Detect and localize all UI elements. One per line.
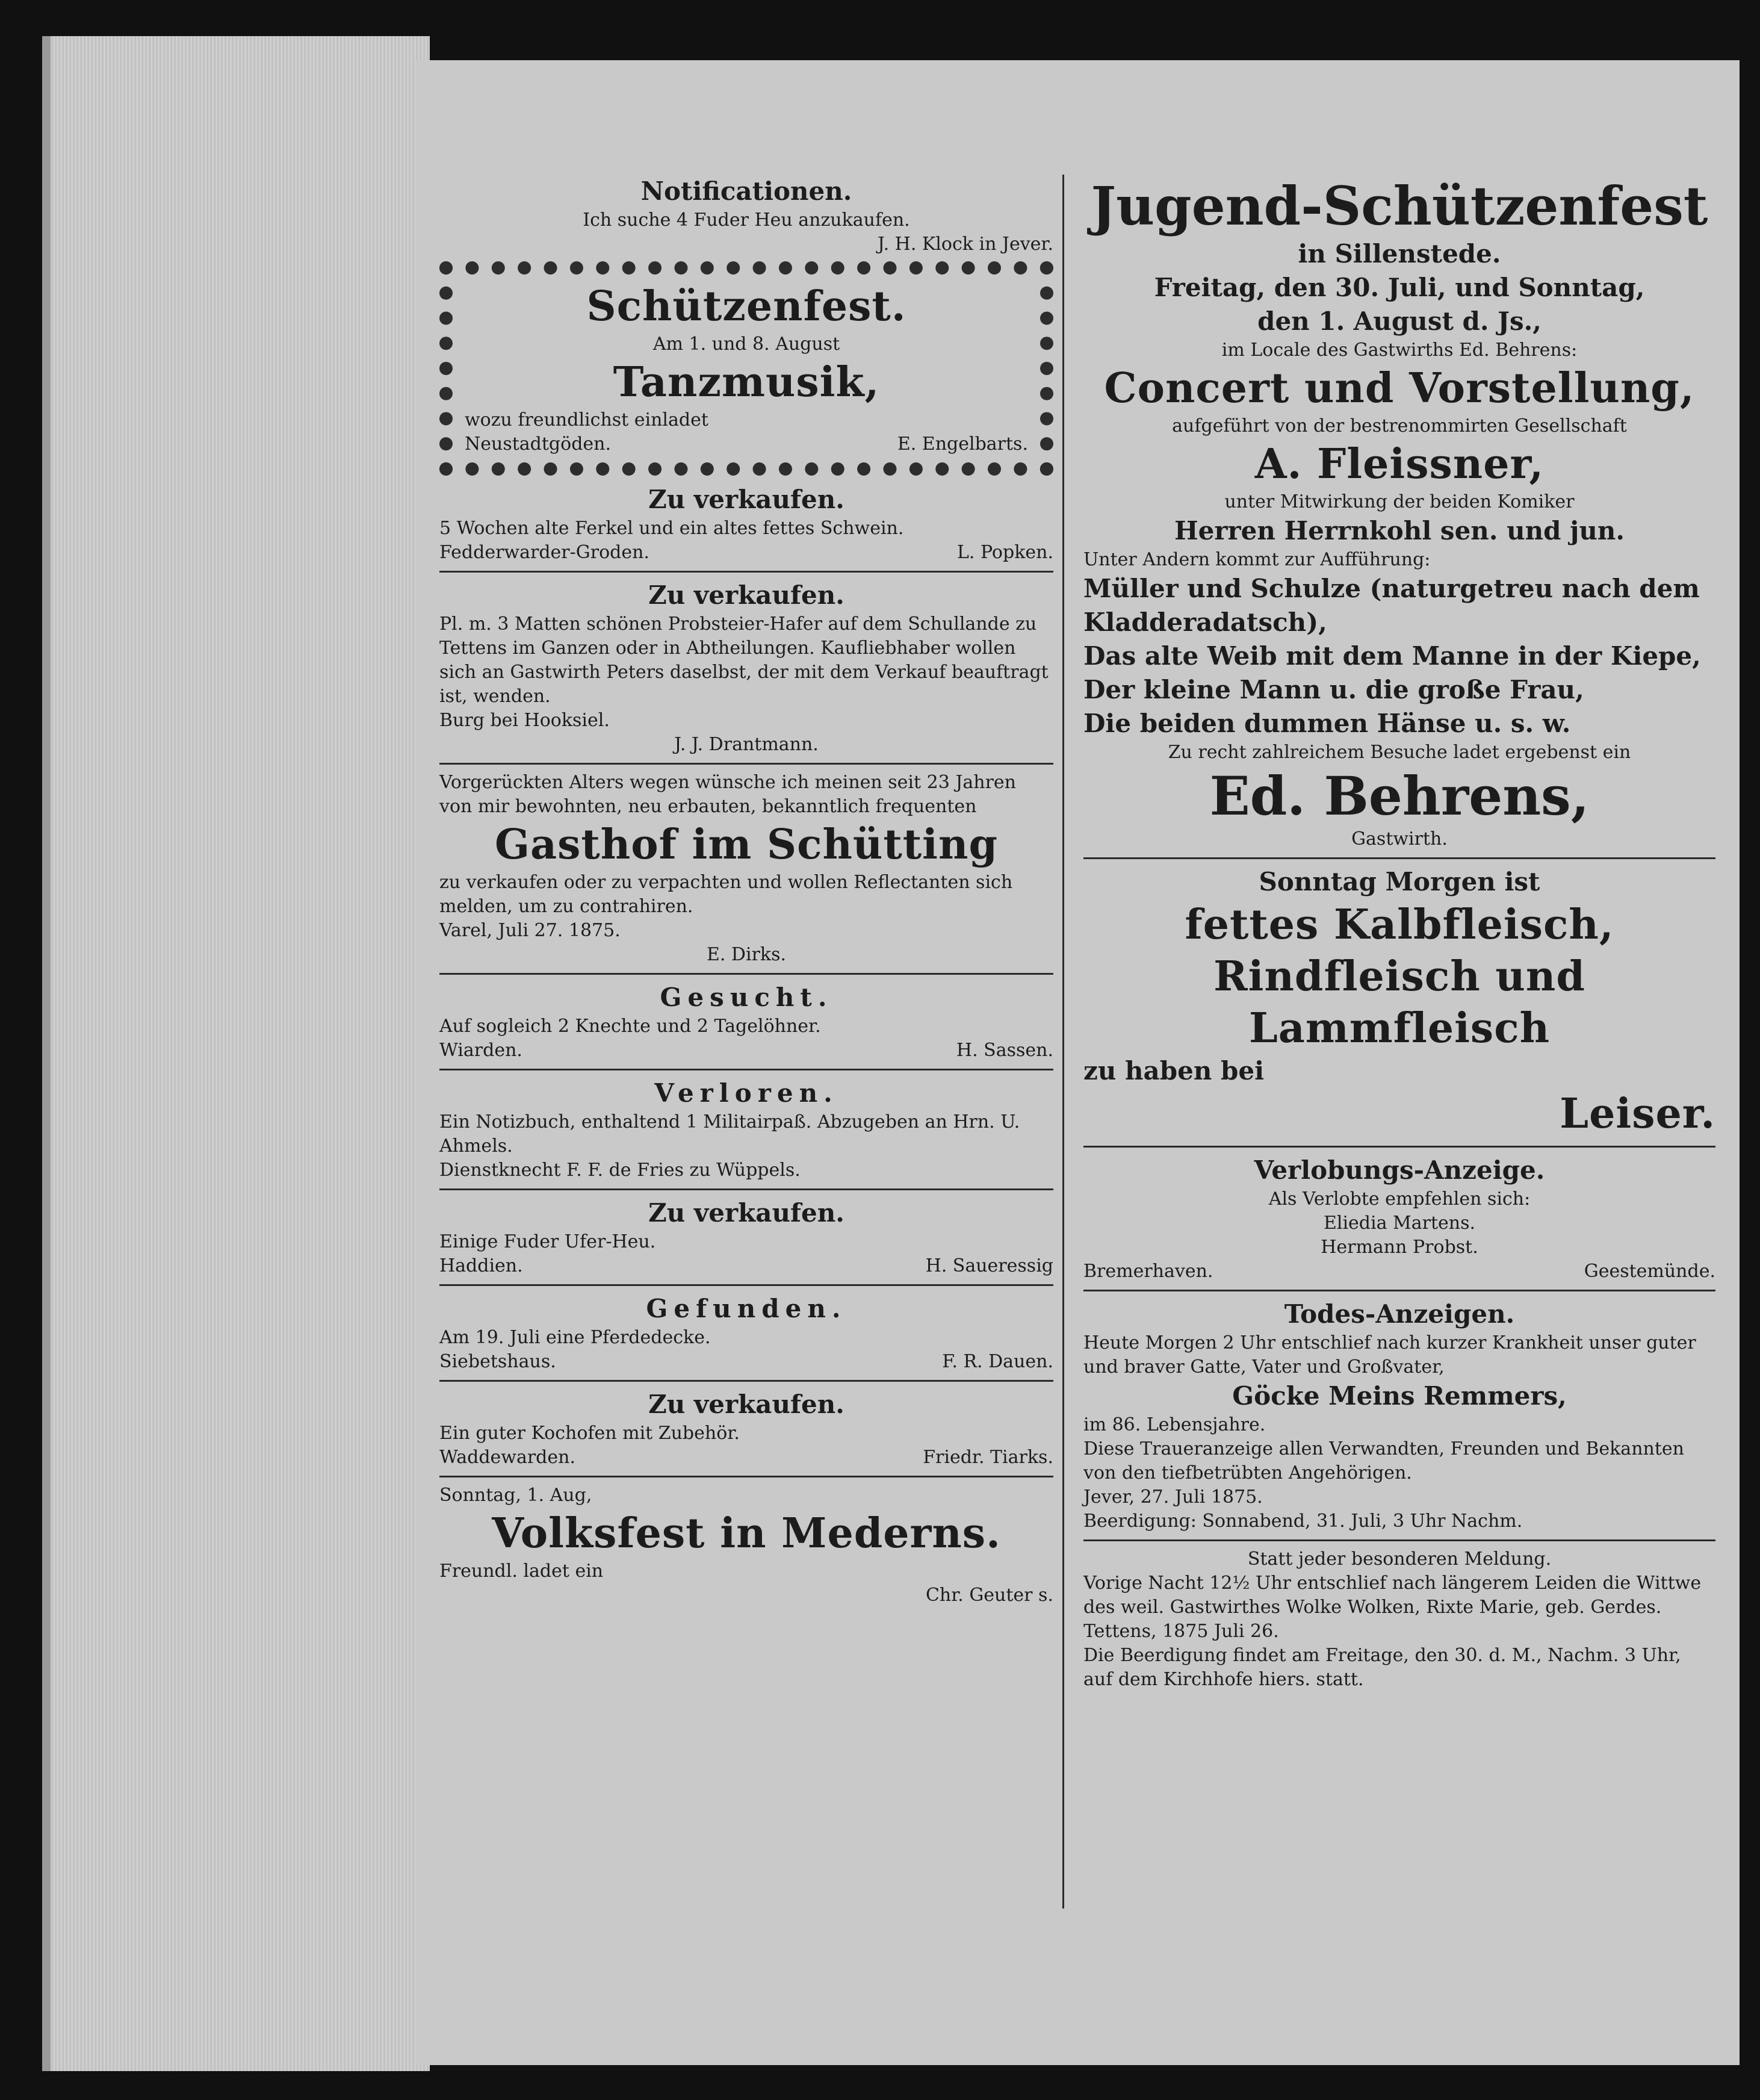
verlobung-name-1: Eliedia Martens. xyxy=(1323,1213,1476,1234)
zv1-text: 5 Wochen alte Ferkel und ein altes fettes Schwein. xyxy=(439,518,904,539)
gasthof-text: zu verkaufen oder zu verpachten und wollen Reflectanten sich melden, um zu contrahiren. xyxy=(439,872,1013,917)
rule xyxy=(1083,1539,1715,1541)
jugend-programme-2: Das alte Weib mit dem Manne in der Kiepe, xyxy=(1083,641,1701,671)
jugend-programme-4: Die beiden dummen Hänse u. s. w. xyxy=(1083,709,1571,738)
zv3-title: Zu verkaufen. xyxy=(648,1198,844,1228)
fleisch-intro: Sonntag Morgen ist xyxy=(1259,867,1540,896)
zv3-text: Einige Fuder Ufer-Heu. xyxy=(439,1231,656,1252)
jugend-place: in Sillenstede. xyxy=(1298,239,1501,269)
zv2-text: Pl. m. 3 Matten schönen Probsteier-Hafer auf dem Schullande zu Tettens im Ganzen oder in Abtheilungen. Kaufliebhaber wollen sich an Gastwirth Peters daselbst, der mit dem Verkauf beauftragt ist, wenden. xyxy=(439,614,1049,707)
rule xyxy=(439,973,1053,975)
jugend-unter: Unter Andern kommt zur Aufführung: xyxy=(1083,549,1431,570)
left-column xyxy=(439,175,1053,1608)
rule xyxy=(439,1476,1053,1477)
todes-burial: Beerdigung: Sonnabend, 31. Juli, 3 Uhr Nachm. xyxy=(1083,1511,1523,1532)
schuetzenfest-place: Neustadtgöden. xyxy=(465,433,612,455)
verlobung-place-1: Bremerhaven. xyxy=(1083,1261,1213,1282)
gefunden-place: Siebetshaus. xyxy=(439,1351,556,1372)
rule xyxy=(1083,1146,1715,1148)
rule xyxy=(439,1380,1053,1382)
rule xyxy=(1083,1290,1715,1291)
notif-sign: J. H. Klock in Jever. xyxy=(877,234,1053,255)
gasthof-title: Gasthof im Schütting xyxy=(494,821,999,869)
jugend-with: unter Mitwirkung der beiden Komiker xyxy=(1224,491,1575,512)
fleisch-main: fettes Kalbfleisch, Rindfleisch und Lammfleisch xyxy=(1185,901,1614,1052)
todes2-text: Vorige Nacht 12½ Uhr entschlief nach längerem Leiden die Wittwe des weil. Gastwirthes Wolke Wolken, Rixte Marie, geb. Gerdes. xyxy=(1083,1573,1702,1618)
todes-age: im 86. Lebensjahre. xyxy=(1083,1414,1266,1435)
newspaper-page xyxy=(415,60,1740,2065)
zv1-sign: L. Popken. xyxy=(956,542,1053,563)
todes2-statt: Statt jeder besonderen Meldung. xyxy=(1247,1549,1552,1570)
jugend-concert: Concert und Vorstellung, xyxy=(1104,364,1695,412)
jugend-title: Jugend-Schützenfest xyxy=(1091,175,1708,237)
zv1-place: Fedderwarder-Groden. xyxy=(439,542,649,563)
verloren-text: Ein Notizbuch, enthaltend 1 Militairpaß. Abzugeben an Hrn. U. Ahmels. xyxy=(439,1111,1020,1157)
volksfest-date: Sonntag, 1. Aug, xyxy=(439,1485,592,1506)
zv1-title: Zu verkaufen. xyxy=(648,485,844,514)
jugend-dates-1: Freitag, den 30. Juli, und Sonntag, xyxy=(1154,273,1645,302)
schuetzenfest-tanz: Tanzmusik, xyxy=(613,358,880,406)
gasthof-sign: E. Dirks. xyxy=(706,944,787,965)
schuetzenfest-dates: Am 1. und 8. August xyxy=(652,334,840,355)
jugend-sign: Ed. Behrens, xyxy=(1209,765,1590,827)
todes2-date: Tettens, 1875 Juli 26. xyxy=(1083,1621,1279,1642)
fleisch-sign: Leiser. xyxy=(1560,1090,1715,1138)
zv4-title: Zu verkaufen. xyxy=(648,1390,844,1419)
jugend-role: Gastwirth. xyxy=(1351,828,1448,850)
zv4-sign: Friedr. Tiarks. xyxy=(923,1447,1053,1468)
jugend-programme-1: Müller und Schulze (naturgetreu nach dem Kladderadatsch), xyxy=(1083,574,1700,637)
todes2-burial: Die Beerdigung findet am Freitage, den 30. d. M., Nachm. 3 Uhr, auf dem Kirchhofe hiers. statt. xyxy=(1083,1645,1681,1690)
jugend-herren: Herren Herrnkohl sen. und jun. xyxy=(1174,516,1625,545)
zv2-place: Burg bei Hooksiel. xyxy=(439,710,610,731)
todes-title: Todes-Anzeigen. xyxy=(1284,1299,1515,1329)
notif-text: Ich suche 4 Fuder Heu anzukaufen. xyxy=(583,210,910,231)
jugend-invite: Zu recht zahlreichem Besuche ladet ergebenst ein xyxy=(1168,742,1631,763)
gasthof-date: Varel, Juli 27. 1875. xyxy=(439,920,621,941)
zv3-place: Haddien. xyxy=(439,1255,523,1276)
schuetzenfest-title: Schützenfest. xyxy=(586,282,906,331)
rule xyxy=(439,1188,1053,1190)
verlobung-place-2: Geestemünde. xyxy=(1584,1261,1715,1282)
verlobung-name-2: Hermann Probst. xyxy=(1321,1237,1478,1258)
volksfest-title: Volksfest in Mederns. xyxy=(492,1509,1001,1558)
verlobung-text: Als Verlobte empfehlen sich: xyxy=(1268,1188,1531,1210)
volksfest-sign: Chr. Geuter s. xyxy=(925,1585,1053,1606)
jugend-company: A. Fleissner, xyxy=(1254,440,1545,488)
todes-text-1: Heute Morgen 2 Uhr entschlief nach kurzer Krankheit unser guter und braver Gatte, Vater und Großvater, xyxy=(1083,1332,1696,1378)
jugend-locale: im Locale des Gastwirths Ed. Behrens: xyxy=(1221,340,1578,361)
rule xyxy=(1083,857,1715,859)
gesucht-text: Auf sogleich 2 Knechte und 2 Tagelöhner. xyxy=(439,1016,821,1037)
gesucht-sign: H. Sassen. xyxy=(956,1040,1053,1061)
rule xyxy=(439,1069,1053,1070)
gasthof-intro: Vorgerückten Alters wegen wünsche ich meinen seit 23 Jahren von mir bewohnten, neu erbauten, bekanntlich frequenten xyxy=(439,772,1016,817)
verloren-line: Dienstknecht F. F. de Fries zu Wüppels. xyxy=(439,1160,801,1181)
zv4-text: Ein guter Kochofen mit Zubehör. xyxy=(439,1423,740,1444)
rule xyxy=(439,1284,1053,1286)
zv2-title: Zu verkaufen. xyxy=(648,580,844,610)
verloren-title: Verloren. xyxy=(654,1078,838,1108)
rule xyxy=(439,763,1053,765)
schuetzenfest-invite: wozu freundlichst einladet xyxy=(465,409,708,430)
verlobung-title: Verlobungs-Anzeige. xyxy=(1254,1155,1545,1185)
schuetzenfest-sign: E. Engelbarts. xyxy=(897,433,1028,455)
gesucht-title: Gesucht. xyxy=(660,983,833,1012)
schuetzenfest-ad xyxy=(439,261,1053,476)
jugend-by: aufgeführt von der bestrenommirten Gesellschaft xyxy=(1172,415,1627,436)
rule xyxy=(439,571,1053,573)
notif-title: Notificationen. xyxy=(640,176,852,206)
zv4-place: Waddewarden. xyxy=(439,1447,575,1468)
zv3-sign: H. Saueressig xyxy=(925,1255,1053,1276)
jugend-programme-3: Der kleine Mann u. die große Frau, xyxy=(1083,675,1584,704)
right-column xyxy=(1083,175,1715,1692)
gefunden-title: Gefunden. xyxy=(646,1294,847,1323)
book-page-edges xyxy=(42,36,430,2071)
todes-date: Jever, 27. Juli 1875. xyxy=(1083,1486,1263,1508)
todes-text-2: Diese Traueranzeige allen Verwandten, Freunden und Bekannten von den tiefbetrübten Angehörigen. xyxy=(1083,1438,1684,1483)
jugend-dates-2: den 1. August d. Js., xyxy=(1257,306,1542,336)
zv2-sign: J. J. Drantmann. xyxy=(674,734,819,755)
volksfest-invite: Freundl. ladet ein xyxy=(439,1561,604,1582)
gefunden-text: Am 19. Juli eine Pferdedecke. xyxy=(439,1327,711,1348)
fleisch-zu: zu haben bei xyxy=(1083,1056,1265,1086)
gefunden-sign: F. R. Dauen. xyxy=(942,1351,1053,1372)
column-divider xyxy=(1062,175,1064,1909)
gesucht-place: Wiarden. xyxy=(439,1040,522,1061)
todes-name: Göcke Meins Remmers, xyxy=(1232,1381,1567,1411)
